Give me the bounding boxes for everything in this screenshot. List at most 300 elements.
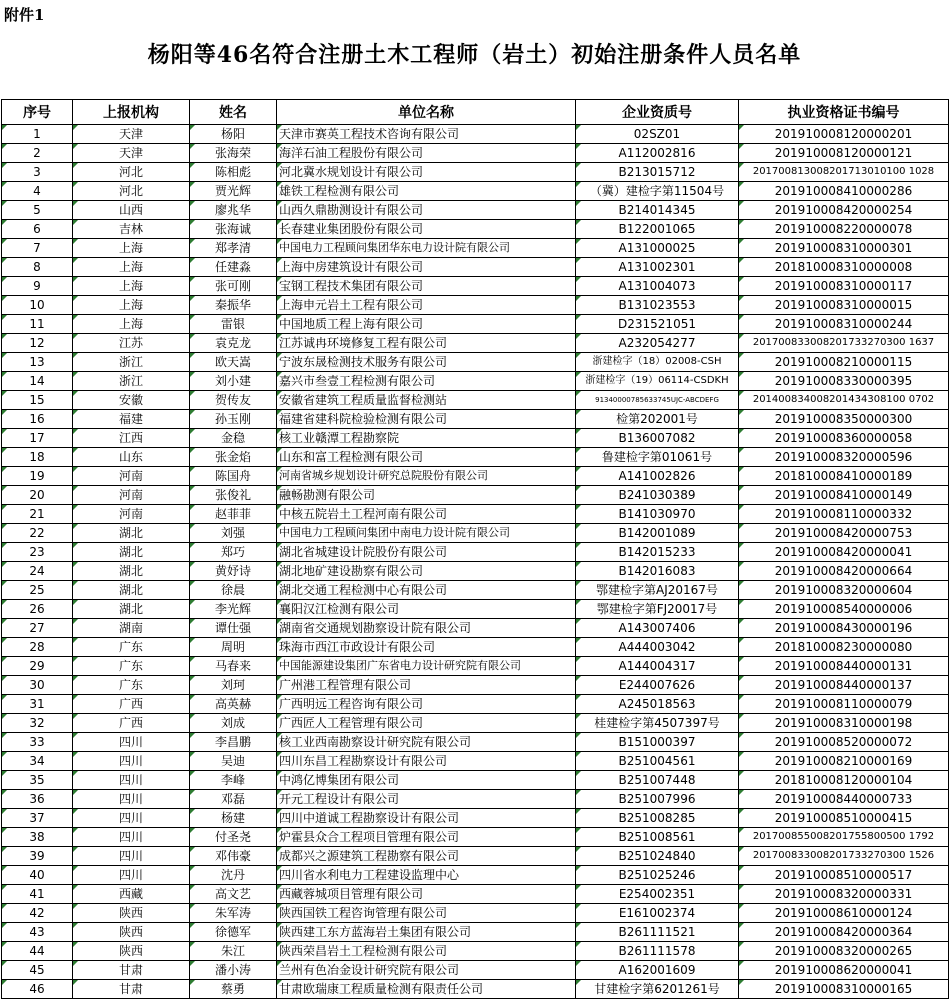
row-person-name: 袁克龙 [190,334,277,353]
row-qualification-no: 鄂建检字第AJ20167号 [576,581,739,600]
row-qualification-no: B251007996 [576,790,739,809]
row-person-name: 邓磊 [190,790,277,809]
row-agency: 四川 [73,771,190,790]
row-certificate-no: 201910008110000332 [739,505,949,524]
row-organization: 四川省水利电力工程建设监理中心 [277,866,576,885]
row-qualification-no: B142001089 [576,524,739,543]
row-agency: 广东 [73,657,190,676]
row-qualification-no: A245018563 [576,695,739,714]
row-certificate-no: 201910008120000201 [739,125,949,144]
row-person-name: 张可刚 [190,277,277,296]
row-person-name: 蔡勇 [190,980,277,999]
row-qualification-no: 91340000785633745UJC-ABCDEFG [576,391,739,410]
row-certificate-no: 201910008420000753 [739,524,949,543]
row-agency: 甘肃 [73,961,190,980]
row-certificate-no: 201910008410000286 [739,182,949,201]
row-certificate-no: 201910008510000517 [739,866,949,885]
row-agency: 陕西 [73,923,190,942]
row-index: 13 [2,353,73,372]
header-index: 序号 [2,100,73,125]
row-agency: 湖北 [73,581,190,600]
table-row [2,543,949,562]
table-row [2,429,949,448]
row-agency: 上海 [73,296,190,315]
row-certificate-no: 201910008210000115 [739,353,949,372]
row-qualification-no: B241030389 [576,486,739,505]
row-organization: 湖北地矿建设勘察有限公司 [277,562,576,581]
row-person-name: 徐德军 [190,923,277,942]
table-row [2,847,949,866]
table-row [2,752,949,771]
row-agency: 上海 [73,258,190,277]
row-person-name: 张俊礼 [190,486,277,505]
row-index: 33 [2,733,73,752]
row-certificate-no: 201810008410000189 [739,467,949,486]
row-qualification-no: B142016083 [576,562,739,581]
row-agency: 湖北 [73,543,190,562]
row-qualification-no: B214014345 [576,201,739,220]
table-row [2,885,949,904]
table-row [2,296,949,315]
row-agency: 上海 [73,239,190,258]
row-index: 5 [2,201,73,220]
row-person-name: 杨建 [190,809,277,828]
row-agency: 天津 [73,125,190,144]
row-agency: 湖南 [73,619,190,638]
row-person-name: 金稳 [190,429,277,448]
row-index: 17 [2,429,73,448]
row-person-name: 贾光辉 [190,182,277,201]
row-index: 2 [2,144,73,163]
row-agency: 四川 [73,790,190,809]
row-qualification-no: （冀）建检字第11504号 [576,182,739,201]
row-organization: 成都兴之源建筑工程勘察有限公司 [277,847,576,866]
row-organization: 中国能源建设集团广东省电力设计研究院有限公司 [277,657,576,676]
row-agency: 甘肃 [73,980,190,999]
row-qualification-no: A143007406 [576,619,739,638]
row-person-name: 张海诚 [190,220,277,239]
row-person-name: 徐晨 [190,581,277,600]
row-organization: 甘肃欧瑞康工程质量检测有限责任公司 [277,980,576,999]
row-qualification-no: 鄂建检字第FJ20017号 [576,600,739,619]
row-qualification-no: 桂建检字第4507397号 [576,714,739,733]
row-index: 30 [2,676,73,695]
row-qualification-no: B261111578 [576,942,739,961]
header-qualification-no: 企业资质号 [576,100,739,125]
table-row [2,315,949,334]
row-organization: 融畅勘测有限公司 [277,486,576,505]
row-agency: 广东 [73,638,190,657]
row-person-name: 张海荣 [190,144,277,163]
row-organization: 长春建业集团股份有限公司 [277,220,576,239]
row-organization: 兰州有色冶金设计研究院有限公司 [277,961,576,980]
table-row [2,866,949,885]
row-person-name: 杨阳 [190,125,277,144]
row-qualification-no: B251008285 [576,809,739,828]
row-agency: 广西 [73,714,190,733]
row-qualification-no: E161002374 [576,904,739,923]
row-qualification-no: B261111521 [576,923,739,942]
table-row [2,182,949,201]
row-person-name: 刘强 [190,524,277,543]
row-certificate-no: 201910008320000604 [739,581,949,600]
row-index: 36 [2,790,73,809]
row-agency: 四川 [73,847,190,866]
table-row [2,467,949,486]
row-certificate-no: 201910008330000395 [739,372,949,391]
row-agency: 福建 [73,410,190,429]
row-agency: 天津 [73,144,190,163]
table-row [2,353,949,372]
table-header-row [2,100,949,125]
row-agency: 河南 [73,486,190,505]
row-organization: 广西明远工程咨询有限公司 [277,695,576,714]
row-person-name: 雷银 [190,315,277,334]
row-qualification-no: B251025246 [576,866,739,885]
row-index: 10 [2,296,73,315]
row-organization: 广州港工程管理有限公司 [277,676,576,695]
row-certificate-no: 201910008440000131 [739,657,949,676]
row-agency: 安徽 [73,391,190,410]
row-qualification-no: E244007626 [576,676,739,695]
row-index: 26 [2,600,73,619]
row-person-name: 周明 [190,638,277,657]
row-index: 32 [2,714,73,733]
row-certificate-no: 201810008310000008 [739,258,949,277]
table-row [2,201,949,220]
row-person-name: 刘成 [190,714,277,733]
row-agency: 陕西 [73,904,190,923]
row-index: 1 [2,125,73,144]
row-organization: 湖南省交通规划勘察设计院有限公司 [277,619,576,638]
row-qualification-no: B251007448 [576,771,739,790]
table-row [2,980,949,999]
row-organization: 陕西建工东方蓝海岩土集团有限公司 [277,923,576,942]
row-certificate-no: 201910008430000196 [739,619,949,638]
table-row [2,714,949,733]
table-row [2,923,949,942]
row-person-name: 廖兆华 [190,201,277,220]
row-organization: 山东和富工程检测有限公司 [277,448,576,467]
row-agency: 江苏 [73,334,190,353]
row-certificate-no: 201910008350000300 [739,410,949,429]
row-certificate-no: 201910008420000041 [739,543,949,562]
row-qualification-no: B136007082 [576,429,739,448]
row-person-name: 高文艺 [190,885,277,904]
table-row [2,790,949,809]
row-certificate-no: 201910008310000244 [739,315,949,334]
registrant-table [1,99,949,999]
row-organization: 天津市赛英工程技术咨询有限公司 [277,125,576,144]
row-qualification-no: A131002301 [576,258,739,277]
row-certificate-no: 201810008120000104 [739,771,949,790]
row-organization: 珠海市西江市政设计有限公司 [277,638,576,657]
row-person-name: 吴迪 [190,752,277,771]
row-person-name: 谭仕强 [190,619,277,638]
row-index: 16 [2,410,73,429]
row-index: 19 [2,467,73,486]
row-agency: 四川 [73,809,190,828]
row-agency: 四川 [73,866,190,885]
row-organization: 嘉兴市叁壹工程检测有限公司 [277,372,576,391]
row-organization: 四川东昌工程勘察设计有限公司 [277,752,576,771]
row-index: 7 [2,239,73,258]
row-index: 38 [2,828,73,847]
row-certificate-no: 201700855008201755800500 1792 [739,828,949,847]
row-agency: 山东 [73,448,190,467]
table-row [2,220,949,239]
row-certificate-no: 201910008310000117 [739,277,949,296]
row-organization: 湖北交通工程检测中心有限公司 [277,581,576,600]
row-person-name: 李昌鹏 [190,733,277,752]
row-agency: 湖北 [73,562,190,581]
table-row [2,277,949,296]
row-agency: 四川 [73,733,190,752]
row-qualification-no: B251004561 [576,752,739,771]
row-organization: 山西久鼎勘测设计有限公司 [277,201,576,220]
row-person-name: 刘珂 [190,676,277,695]
row-qualification-no: D231521051 [576,315,739,334]
row-person-name: 朱江 [190,942,277,961]
row-organization: 核工业赣潭工程勘察院 [277,429,576,448]
row-organization: 上海中房建筑设计有限公司 [277,258,576,277]
row-organization: 襄阳汉江检测有限公司 [277,600,576,619]
row-organization: 开元工程设计有限公司 [277,790,576,809]
row-index: 27 [2,619,73,638]
row-index: 40 [2,866,73,885]
row-agency: 四川 [73,828,190,847]
row-certificate-no: 201910008510000415 [739,809,949,828]
row-certificate-no: 201810008230000080 [739,638,949,657]
table-row [2,334,949,353]
row-agency: 山西 [73,201,190,220]
row-person-name: 郑巧 [190,543,277,562]
table-row [2,809,949,828]
row-certificate-no: 201910008210000169 [739,752,949,771]
table-row [2,144,949,163]
row-organization: 陕西国铁工程咨询管理有限公司 [277,904,576,923]
row-index: 37 [2,809,73,828]
row-certificate-no: 201700813008201713010100 1028 [739,163,949,182]
row-organization: 中国地质工程上海有限公司 [277,315,576,334]
row-certificate-no: 201910008310000165 [739,980,949,999]
row-qualification-no: A444003042 [576,638,739,657]
row-agency: 四川 [73,752,190,771]
header-name: 姓名 [190,100,277,125]
row-qualification-no: A131000025 [576,239,739,258]
row-organization: 海洋石油工程股份有限公司 [277,144,576,163]
table-row [2,828,949,847]
table-row [2,657,949,676]
row-index: 42 [2,904,73,923]
row-agency: 湖北 [73,600,190,619]
row-index: 22 [2,524,73,543]
row-organization: 中国电力工程顾问集团中南电力设计院有限公司 [277,524,576,543]
attachment-label: 附件1 [4,6,45,24]
row-certificate-no: 201910008520000072 [739,733,949,752]
row-certificate-no: 201910008120000121 [739,144,949,163]
row-person-name: 马春来 [190,657,277,676]
row-agency: 浙江 [73,372,190,391]
row-index: 18 [2,448,73,467]
row-organization: 四川中道诚工程勘察设计有限公司 [277,809,576,828]
row-index: 6 [2,220,73,239]
row-person-name: 赵菲菲 [190,505,277,524]
table-row [2,505,949,524]
row-index: 21 [2,505,73,524]
table-row [2,562,949,581]
row-qualification-no: 浙建检字（19）06114-CSDKH [576,372,739,391]
row-certificate-no: 201910008320000265 [739,942,949,961]
document-title: 杨阳等46名符合注册土木工程师（岩土）初始注册条件人员名单 [147,42,802,68]
row-certificate-no: 201910008110000079 [739,695,949,714]
row-index: 28 [2,638,73,657]
row-index: 45 [2,961,73,980]
row-index: 39 [2,847,73,866]
table-row [2,410,949,429]
header-certificate-no: 执业资格证书编号 [739,100,949,125]
row-person-name: 高英赫 [190,695,277,714]
row-index: 35 [2,771,73,790]
row-qualification-no: E254002351 [576,885,739,904]
row-qualification-no: A141002826 [576,467,739,486]
row-certificate-no: 201910008540000006 [739,600,949,619]
row-index: 34 [2,752,73,771]
row-person-name: 李峰 [190,771,277,790]
row-organization: 江苏诚冉环境修复工程有限公司 [277,334,576,353]
row-index: 12 [2,334,73,353]
header-organization: 单位名称 [277,100,576,125]
table-row [2,486,949,505]
row-certificate-no: 201910008310000301 [739,239,949,258]
row-agency: 广东 [73,676,190,695]
row-certificate-no: 201910008360000058 [739,429,949,448]
row-organization: 陕西荣昌岩土工程检测有限公司 [277,942,576,961]
row-qualification-no: B141030970 [576,505,739,524]
row-index: 15 [2,391,73,410]
row-qualification-no: B142015233 [576,543,739,562]
row-agency: 河北 [73,182,190,201]
row-qualification-no: 甘建检字第6201261号 [576,980,739,999]
row-index: 43 [2,923,73,942]
row-organization: 宝钢工程技术集团有限公司 [277,277,576,296]
table-row [2,391,949,410]
row-organization: 广西匠人工程管理有限公司 [277,714,576,733]
table-row [2,942,949,961]
table-row [2,448,949,467]
row-certificate-no: 201910008620000041 [739,961,949,980]
row-person-name: 张金焰 [190,448,277,467]
row-agency: 上海 [73,315,190,334]
row-index: 8 [2,258,73,277]
row-person-name: 秦振华 [190,296,277,315]
row-index: 41 [2,885,73,904]
row-certificate-no: 201910008310000015 [739,296,949,315]
row-index: 20 [2,486,73,505]
table-row [2,372,949,391]
header-agency: 上报机构 [73,100,190,125]
row-person-name: 邓伟豪 [190,847,277,866]
table-row [2,125,949,144]
row-index: 46 [2,980,73,999]
row-agency: 西藏 [73,885,190,904]
row-index: 25 [2,581,73,600]
table-row [2,581,949,600]
row-certificate-no: 201910008410000149 [739,486,949,505]
row-agency: 上海 [73,277,190,296]
row-certificate-no: 201910008420000664 [739,562,949,581]
row-organization: 中鸿亿博集团有限公司 [277,771,576,790]
row-organization: 雄铁工程检测有限公司 [277,182,576,201]
row-certificate-no: 201400834008201434308100 0702 [739,391,949,410]
row-agency: 湖北 [73,524,190,543]
row-qualification-no: B131023553 [576,296,739,315]
row-agency: 河北 [73,163,190,182]
row-person-name: 黄妤诗 [190,562,277,581]
row-certificate-no: 201910008320000596 [739,448,949,467]
row-person-name: 沈丹 [190,866,277,885]
row-certificate-no: 201910008310000198 [739,714,949,733]
row-organization: 西藏蓉城项目管理有限公司 [277,885,576,904]
row-index: 31 [2,695,73,714]
row-person-name: 任建淼 [190,258,277,277]
row-person-name: 贺传友 [190,391,277,410]
row-organization: 中核五院岩土工程河南有限公司 [277,505,576,524]
row-qualification-no: B213015712 [576,163,739,182]
row-organization: 湖北省城建设计院股份有限公司 [277,543,576,562]
row-index: 11 [2,315,73,334]
row-certificate-no: 201700833008201733270300 1637 [739,334,949,353]
row-qualification-no: 02SZ01 [576,125,739,144]
row-qualification-no: B151000397 [576,733,739,752]
row-agency: 广西 [73,695,190,714]
row-index: 24 [2,562,73,581]
table-row [2,733,949,752]
row-certificate-no: 201910008420000364 [739,923,949,942]
row-index: 23 [2,543,73,562]
row-qualification-no: B122001065 [576,220,739,239]
table-row [2,163,949,182]
table-row [2,961,949,980]
row-organization: 河北冀水规划设计有限公司 [277,163,576,182]
row-qualification-no: 检第202001号 [576,410,739,429]
row-index: 9 [2,277,73,296]
row-qualification-no: B251008561 [576,828,739,847]
table-row [2,524,949,543]
row-qualification-no: 浙建检字（18）02008-CSH [576,353,739,372]
row-qualification-no: A112002816 [576,144,739,163]
row-agency: 浙江 [73,353,190,372]
table-row [2,771,949,790]
row-person-name: 陈相彪 [190,163,277,182]
row-certificate-no: 201910008440000733 [739,790,949,809]
table-row [2,258,949,277]
row-organization: 上海申元岩土工程有限公司 [277,296,576,315]
row-index: 4 [2,182,73,201]
row-organization: 中国电力工程顾问集团华东电力设计院有限公司 [277,239,576,258]
row-qualification-no: 鲁建检字第01061号 [576,448,739,467]
row-organization: 安徽省建筑工程质量监督检测站 [277,391,576,410]
row-agency: 陕西 [73,942,190,961]
row-organization: 宁波东晟检测技术服务有限公司 [277,353,576,372]
row-qualification-no: A232054277 [576,334,739,353]
table-row [2,600,949,619]
row-certificate-no: 201910008320000331 [739,885,949,904]
row-person-name: 陈国舟 [190,467,277,486]
row-person-name: 朱军涛 [190,904,277,923]
row-qualification-no: A144004317 [576,657,739,676]
row-index: 3 [2,163,73,182]
